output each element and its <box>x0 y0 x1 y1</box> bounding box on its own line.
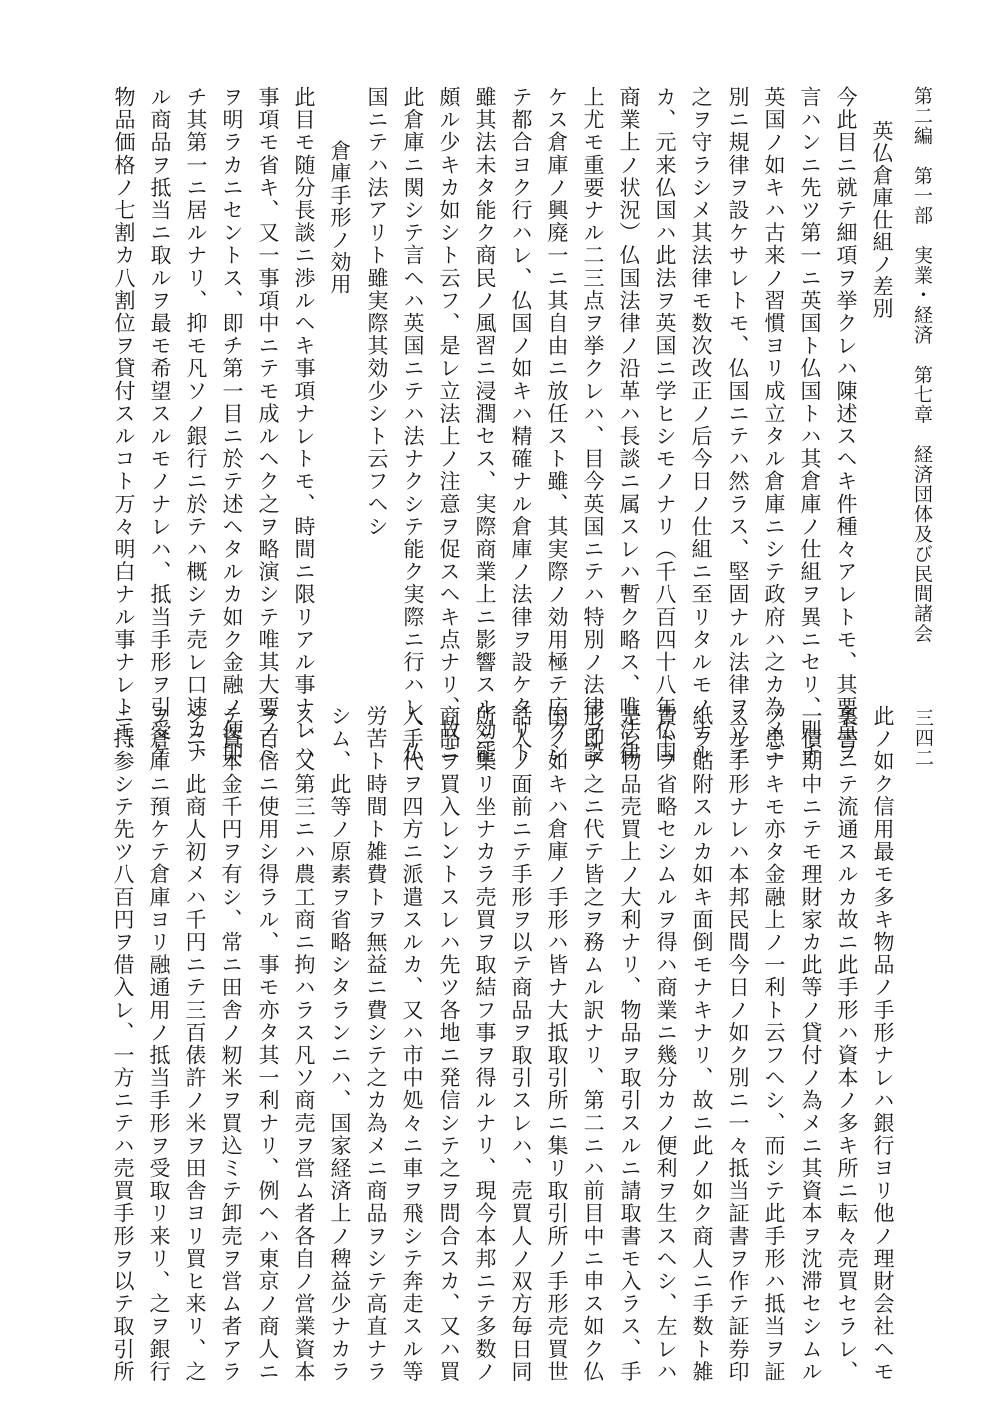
page-number: 三四二 <box>912 708 934 768</box>
text-line: ヲ倉庫ニ預ケテ倉庫ヨリ融通用ノ抵当手形ヲ受取リ来リ、之ヲ銀行 <box>147 705 171 1383</box>
text-line: 之ヲ守ラシメ其法律モ数次改正ノ后今日ノ仕組ニ至リタルモノナル <box>689 86 713 764</box>
text-line: 言ハンニ先ツ第一ニ英国ト仏国トハ其倉庫ノ仕組ヲ異ニセリ、則チ <box>798 86 822 764</box>
running-head: 第二編 第一部 実業・経済 第七章 経済団体及び民間諸会 <box>911 86 933 644</box>
text-line: ニ持参シテ先ツ八百円ヲ借入レ、一方ニテハ売買手形ヲ以テ取引所 <box>111 705 135 1383</box>
text-line: カ、元来仏国ハ此法ヲ英国ニ学ヒシモノナリ（千八百四十八年仏国 <box>653 86 677 764</box>
text-line: 別ニ規律ヲ設ケサレトモ、仏国ニテハ然ラス、堅固ナル法律ヲ立テ <box>726 86 750 764</box>
text-line: スル手形ナレハ本邦民間今日ノ如ク別ニ一々抵当証書ヲ作テ証券印 <box>726 705 750 1383</box>
text-line: チ其第一ニ居ルナリ、抑モ凡ソノ銀行ニ於テハ概シテ売レ口速カナ <box>184 86 208 764</box>
text-line: シム、此等ノ原素ヲ省略シタランニハ、国家経済上ノ稗益少ナカラ <box>328 705 352 1383</box>
text-line: ス、又第三ニハ農工商ニ拘ハラス凡ソ商売ヲ営ム者各自ノ営業資本 <box>292 705 316 1383</box>
text-line: 所ニ集リ坐ナカラ売買ヲ取結フ事ヲ得ルナリ、現今本邦ニテ多数ノ <box>473 705 497 1383</box>
text-line: ル商品ヲ抵当ニ取ルヲ最モ希望スルモノナレハ、抵当手形ヲ引受ケ <box>148 86 172 764</box>
text-line: 商業上ノ状況）仏国法律ノ沿革ハ長談ニ属スレハ暫ク略ス、唯法律 <box>617 86 641 764</box>
text-line: 労苦ト時間ト雑費トヲ無益ニ費シテ之カ為メニ商品ヲシテ高直ナラ <box>364 705 388 1383</box>
text-line: テ資本金千円ヲ有シ、常ニ田舎ノ籾米ヲ買込ミテ卸売ヲ営ム者アラ <box>219 705 243 1383</box>
text-line: 此倉庫ニ関シテ言ヘハ英国ニテハ法ナクシテ能ク実際ニ行ハレ、仏 <box>401 86 425 764</box>
text-line: ンニ、此商人初メハ千円ニテ三百俵許ノ米ヲ田舎ヨリ買ヒ来リ、之 <box>183 705 207 1383</box>
text-line: 国ニテハ法アリト雖実際其効少シト云フヘシ <box>365 86 389 538</box>
text-line: 頗ル少キカ如シト云フ、是レ立法上ノ注意ヲ促スヘキ点ナリ、故ニ <box>437 86 461 764</box>
text-line: 今此目ニ就テ細項ヲ挙クレハ陳述スヘキ件種々アレトモ、其要点ヲ <box>834 86 858 764</box>
text-line: 商品ヲ買入レントスレハ先ツ各地ニ発信シテ之ヲ問合スカ、又ハ買 <box>437 705 461 1383</box>
text-line: ケス倉庫ノ興廃一ニ其自由ニ放任スト雖、其実際ノ効用極テ広クシ <box>545 86 569 764</box>
text-line: 国ノ如キハ倉庫ノ手形ハ皆ナ大抵取引所ニ集リ取引所ノ手形売買世 <box>545 705 569 1383</box>
text-line: ヲ百倍ニ使用シ得ラル、事モ亦タ其一利ナリ、例ヘハ東京ノ商人ニ <box>256 705 280 1383</box>
text-line: 此目モ随分長談ニ渉ルヘキ事項ナレトモ、時間ニ限リアル事ナレハ <box>292 86 316 764</box>
section-heading: 英仏倉庫仕組ノ差別 <box>870 120 894 320</box>
text-line: 一債期中ニテモ理財家カ此等ノ貸付ノ為メニ其資本ヲ沈滞セシムル <box>799 705 823 1383</box>
text-line: 紙ヲ貼附スルカ如キ面倒モナキナリ、故ニ此ノ如ク商人ニ手数ト雑 <box>690 705 714 1383</box>
text-line: 話人ノ面前ニテ手形ヲ以テ商品ヲ取引スレハ、売買人ノ双方毎日同 <box>509 705 533 1383</box>
text-line: ノ患ナキモ亦タ金融上ノ一利ト云フヘシ、而シテ此手形ハ抵当ヲ証 <box>762 705 786 1383</box>
section-subheading: 倉庫手形ノ効用 <box>328 140 352 296</box>
text-line: 形即チ之ニ代テ皆之ヲ務ムル訳ナリ、第二ニハ前目中ニ申ス如ク仏 <box>581 705 605 1383</box>
text-line: 此ノ如ク信用最モ多キ物品ノ手形ナレハ銀行ヨリ他ノ理財会社ヘモ <box>871 705 895 1383</box>
text-line: 物品価格ノ七割カ八割位ヲ貸付スルコト万々明白ナル事ナレトモ、 <box>112 86 136 764</box>
text-line: 雖其法未タ能ク商民ノ風習ニ浸潤セス、実際商業上ニ影響スル効能 <box>473 86 497 764</box>
text-line: テ都合ヨク行ハレ、仏国ノ如キハ精確ナル倉庫ノ法律ヲ設ケタリト <box>509 86 533 764</box>
text-line: 費トヲ省略セシムルヲ得ハ商業ニ幾分カノ便利ヲ生スヘシ、左レハ <box>654 705 678 1383</box>
text-line: ヲ明ラカニセントス、即チ第一目ニ於テ述ヘタルカ如ク金融ノ便即 <box>220 86 244 764</box>
text-line: 上尤モ重要ナル二三点ヲ挙クレハ、目今英国ニテハ特別ノ法律ヲ設 <box>581 86 605 764</box>
text-line: 裏書ニテ流通スルカ故ニ此手形ハ資本ノ多キ所ニ転々売買セラレ、 <box>835 705 859 1383</box>
text-line: 事項モ省キ、又一事項中ニテモ成ルヘク之ヲ略演シテ唯其大要ノミ <box>256 86 280 764</box>
text-line: 入手代ヲ四方ニ派遣スルカ、又ハ市中処々ニ車ヲ飛シテ奔走スル等 <box>400 705 424 1383</box>
text-line: 是レ物品売買上ノ大利ナリ、物品ヲ取引スルニ請取書モ入ラス、手 <box>618 705 642 1383</box>
text-line: 英国ノ如キハ古来ノ習慣ヨリ成立タル倉庫ニシテ政府ハ之カ為メニ <box>762 86 786 764</box>
